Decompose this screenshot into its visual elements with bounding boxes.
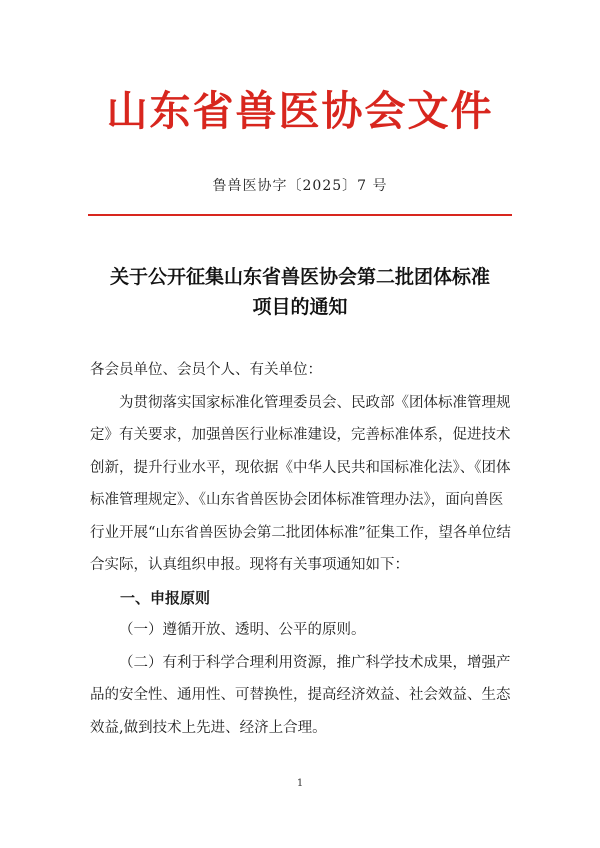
intro-paragraph: 为贯彻落实国家标准化管理委员会、民政部《团体标准管理规定》有关要求，加强兽医行业标准建设，完善标准体系，促进技术创新，提升行业水平，现依据《中华人民共和国标准化法》、《团体标准管理规定》、《山东省兽医协会团体标准管理办法》，面向兽医行业开展“山东省兽医协会第二批团体标准”征集工作，望各单位结合实际，认真组织申报。现将有关事项通知如下： [90, 394, 511, 573]
page-number: 1 [296, 778, 304, 789]
document-number: 鲁兽医协字〔2025〕7 号 [212, 178, 388, 194]
notice-title [0, 262, 600, 322]
salutation: 各会员单位、会员个人、有关单位： [90, 362, 322, 378]
notice-title-line-2: 项目的通知 [252, 296, 348, 318]
principle-item-2: （二）有利于科学合理利用资源，推广科学技术成果，增强产品的安全性、通用性、可替换性，提高经济效益、社会效益、生态效益,做到技术上先进、经济上合理。 [90, 654, 511, 736]
notice-body [90, 354, 512, 744]
section-heading-principles: 一、申报原则 [120, 588, 211, 607]
red-separator-line [88, 214, 512, 216]
document-masthead: 山东省兽医协会文件 [106, 87, 494, 135]
principle-item-1: （一）遵循开放、透明、公平的原则。 [119, 622, 366, 638]
notice-title-line-1: 关于公开征集山东省兽医协会第二批团体标准 [109, 266, 490, 288]
